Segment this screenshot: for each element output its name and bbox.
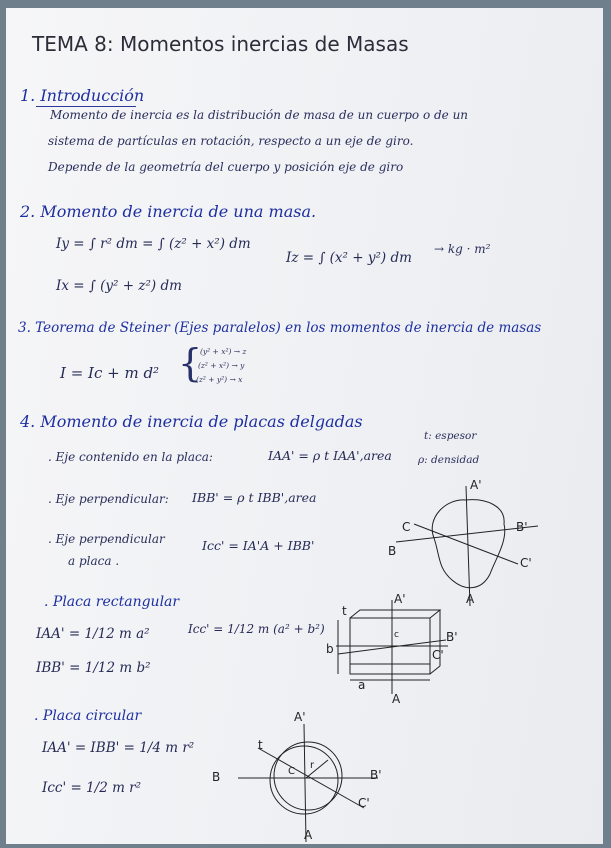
circ-label-t: t bbox=[258, 738, 263, 752]
circ-label-a-bottom: A bbox=[304, 828, 313, 842]
circ-label-r: r bbox=[310, 760, 315, 771]
rect-label-a-top: A' bbox=[394, 592, 406, 606]
blob-label-b-left: B bbox=[388, 544, 397, 558]
unit-label: → kg · m² bbox=[434, 242, 491, 256]
perpendicular-axis-label: . Eje perpendicular: bbox=[48, 492, 169, 506]
rectangular-plate-diagram bbox=[336, 598, 466, 703]
iz-formula: Iz = ∫ (x² + y²) dm bbox=[286, 250, 412, 266]
contained-axis-formula: IAA' = ρ t IAA',area bbox=[268, 448, 392, 463]
circ-icc-formula: Icc' = 1/2 m r² bbox=[42, 780, 142, 796]
rect-label-t: t bbox=[342, 604, 347, 618]
contained-axis-label: . Eje contenido en la placa: bbox=[48, 450, 213, 464]
iy-formula: Iy = ∫ r² dm = ∫ (z² + x²) dm bbox=[56, 236, 251, 252]
blob-label-c-left: C bbox=[402, 520, 411, 534]
blob-label-a-top: A' bbox=[470, 478, 482, 492]
legend-thickness: t: espesor bbox=[424, 430, 477, 442]
circ-label-b-left: B bbox=[212, 770, 221, 784]
rect-label-c-center: c bbox=[394, 630, 399, 640]
steiner-option-3: (z² + y²) → x bbox=[196, 375, 243, 384]
rect-label-b-right: B' bbox=[446, 630, 458, 644]
circular-plate-diagram bbox=[228, 724, 398, 844]
circ-label-c-right: C' bbox=[358, 796, 370, 810]
rect-label-c-right: C' bbox=[432, 648, 444, 662]
steiner-formula: I = Ic + m d² bbox=[60, 364, 160, 382]
intro-line-1: Momento de inercia es la distribución de masa de un cuerpo o de un bbox=[50, 108, 469, 122]
perpendicular-plate-label-b: a placa . bbox=[68, 554, 120, 568]
rect-ibb-formula: IBB' = 1/12 m b² bbox=[36, 660, 151, 676]
rect-label-b-side: b bbox=[326, 642, 334, 656]
intro-heading: 1. Introducción bbox=[20, 86, 145, 105]
intro-line-3: Depende de la geometría del cuerpo y posición eje de giro bbox=[48, 160, 404, 174]
steiner-option-1: (y² + x²) → z bbox=[200, 347, 247, 356]
circ-label-c-center: C bbox=[288, 766, 295, 777]
circ-label-b-right: B' bbox=[370, 768, 382, 782]
steiner-heading: 3. Teorema de Steiner (Ejes paralelos) en los momentos de inercia de masas bbox=[18, 320, 542, 336]
notebook-page bbox=[6, 8, 603, 844]
blob-label-b-right: B' bbox=[516, 520, 528, 534]
intro-line-2: sistema de partículas en rotación, respecto a un eje de giro. bbox=[48, 134, 414, 148]
perpendicular-plate-label-a: . Eje perpendicular bbox=[48, 532, 165, 546]
circ-iaa-formula: IAA' = IBB' = 1/4 m r² bbox=[42, 740, 195, 756]
blob-label-c-right: C' bbox=[520, 556, 532, 570]
steiner-option-2: (z² + x²) → y bbox=[198, 361, 245, 370]
rect-label-a-bottom: A bbox=[392, 692, 401, 706]
steiner-brace: { bbox=[178, 341, 203, 385]
ix-formula: Ix = ∫ (y² + z²) dm bbox=[56, 278, 182, 294]
rect-icc-formula: Icc' = 1/12 m (a² + b²) bbox=[188, 622, 325, 636]
plates-heading: 4. Momento de inercia de placas delgadas bbox=[20, 412, 363, 431]
rect-plate-heading: . Placa rectangular bbox=[44, 594, 180, 610]
rect-iaa-formula: IAA' = 1/12 m a² bbox=[36, 626, 150, 642]
perpendicular-plate-formula: Icc' = IA'A + IBB' bbox=[202, 538, 315, 553]
blob-label-a-bottom: A bbox=[466, 592, 475, 606]
perpendicular-axis-formula: IBB' = ρ t IBB',area bbox=[192, 490, 317, 505]
circ-label-a-top: A' bbox=[294, 710, 306, 724]
rect-label-a-side: a bbox=[358, 678, 366, 692]
mass-heading: 2. Momento de inercia de una masa. bbox=[20, 202, 317, 221]
page-title: TEMA 8: Momentos inercias de Masas bbox=[32, 32, 409, 56]
legend-density: ρ: densidad bbox=[418, 454, 480, 466]
circ-plate-heading: . Placa circular bbox=[34, 708, 142, 724]
